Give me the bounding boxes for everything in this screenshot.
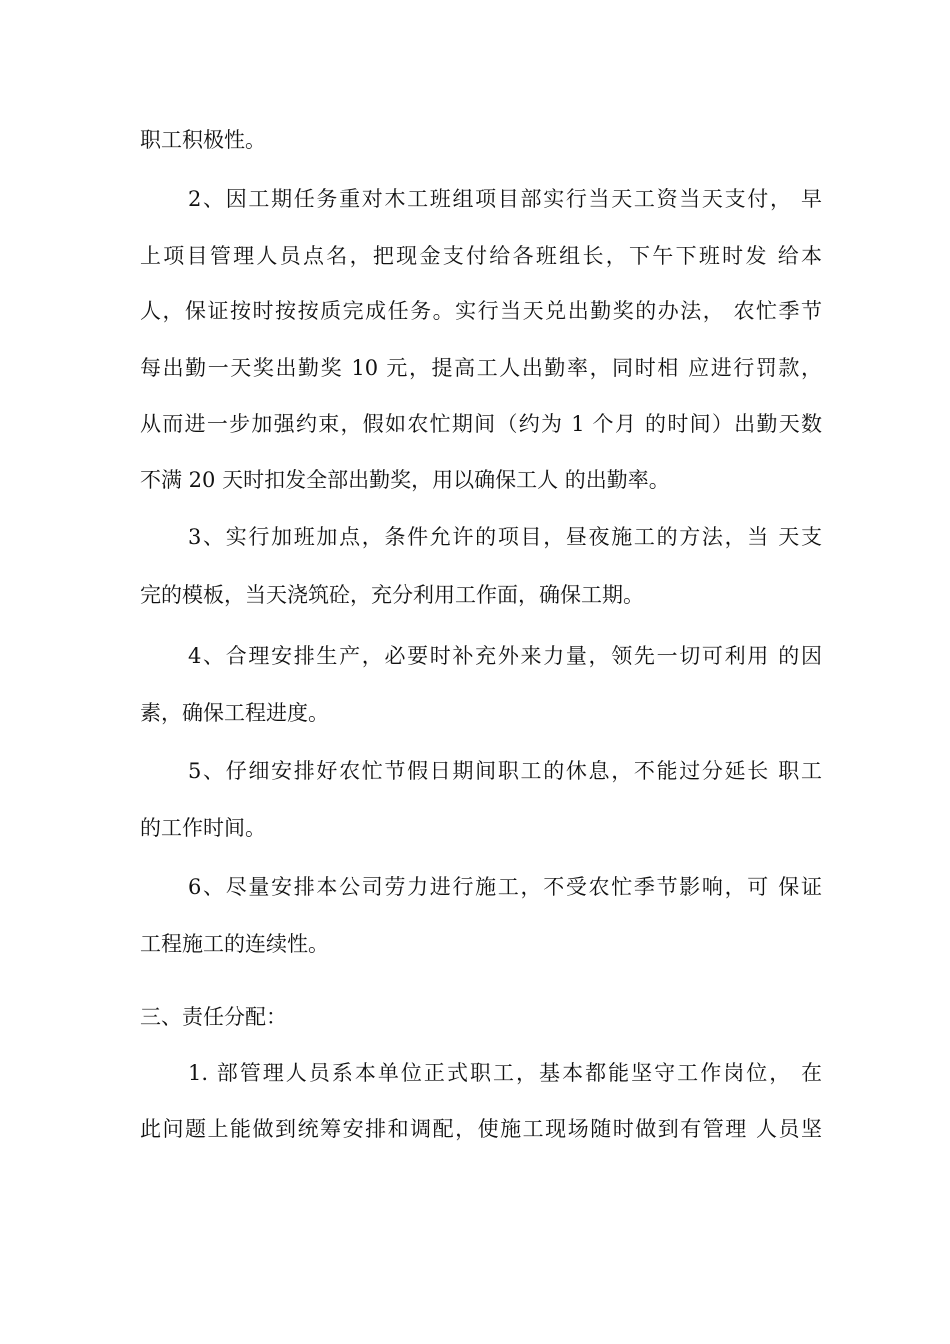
text-line: 1. 部管理人员系本单位正式职工，基本都能坚守工作岗位， 在 <box>188 1061 822 1085</box>
text-line: 4、合理安排生产，必要时补充外来力量，领先一切可利用 的因 <box>188 644 822 668</box>
section-heading: 三、责任分配： <box>140 1005 287 1029</box>
text-line: 的工作时间。 <box>140 816 266 840</box>
text-line: 2、因工期任务重对木工班组项目部实行当天工资当天支付， 早 <box>188 187 822 211</box>
text-line: 职工积极性。 <box>140 128 266 152</box>
text-line: 3、实行加班加点，条件允许的项目，昼夜施工的方法，当 天支 <box>188 525 822 549</box>
text-line: 不满 20 天时扣发全部出勤奖，用以确保工人 的出勤率。 <box>140 468 670 492</box>
text-line: 此问题上能做到统筹安排和调配，使施工现场随时做到有管理 人员坚 <box>140 1117 822 1141</box>
text-line: 完的模板，当天浇筑砼，充分利用工作面，确保工期。 <box>140 583 644 607</box>
text-line: 上项目管理人员点名，把现金支付给各班组长，下午下班时发 给本 <box>140 244 822 268</box>
text-line: 素，确保工程进度。 <box>140 701 329 725</box>
text-line: 工程施工的连续性。 <box>140 932 329 956</box>
text-line: 5、仔细安排好农忙节假日期间职工的休息，不能过分延长 职工 <box>188 759 822 783</box>
text-line: 人，保证按时按按质完成任务。实行当天兑出勤奖的办法， 农忙季节 <box>140 299 822 323</box>
text-line: 从而进一步加强约束，假如农忙期间（约为 1 个月 的时间）出勤天数 <box>140 412 822 436</box>
text-line: 6、尽量安排本公司劳力进行施工，不受农忙季节影响，可 保证 <box>188 875 822 899</box>
text-line: 每出勤一天奖出勤奖 10 元，提高工人出勤率，同时相 应进行罚款， <box>140 356 822 380</box>
